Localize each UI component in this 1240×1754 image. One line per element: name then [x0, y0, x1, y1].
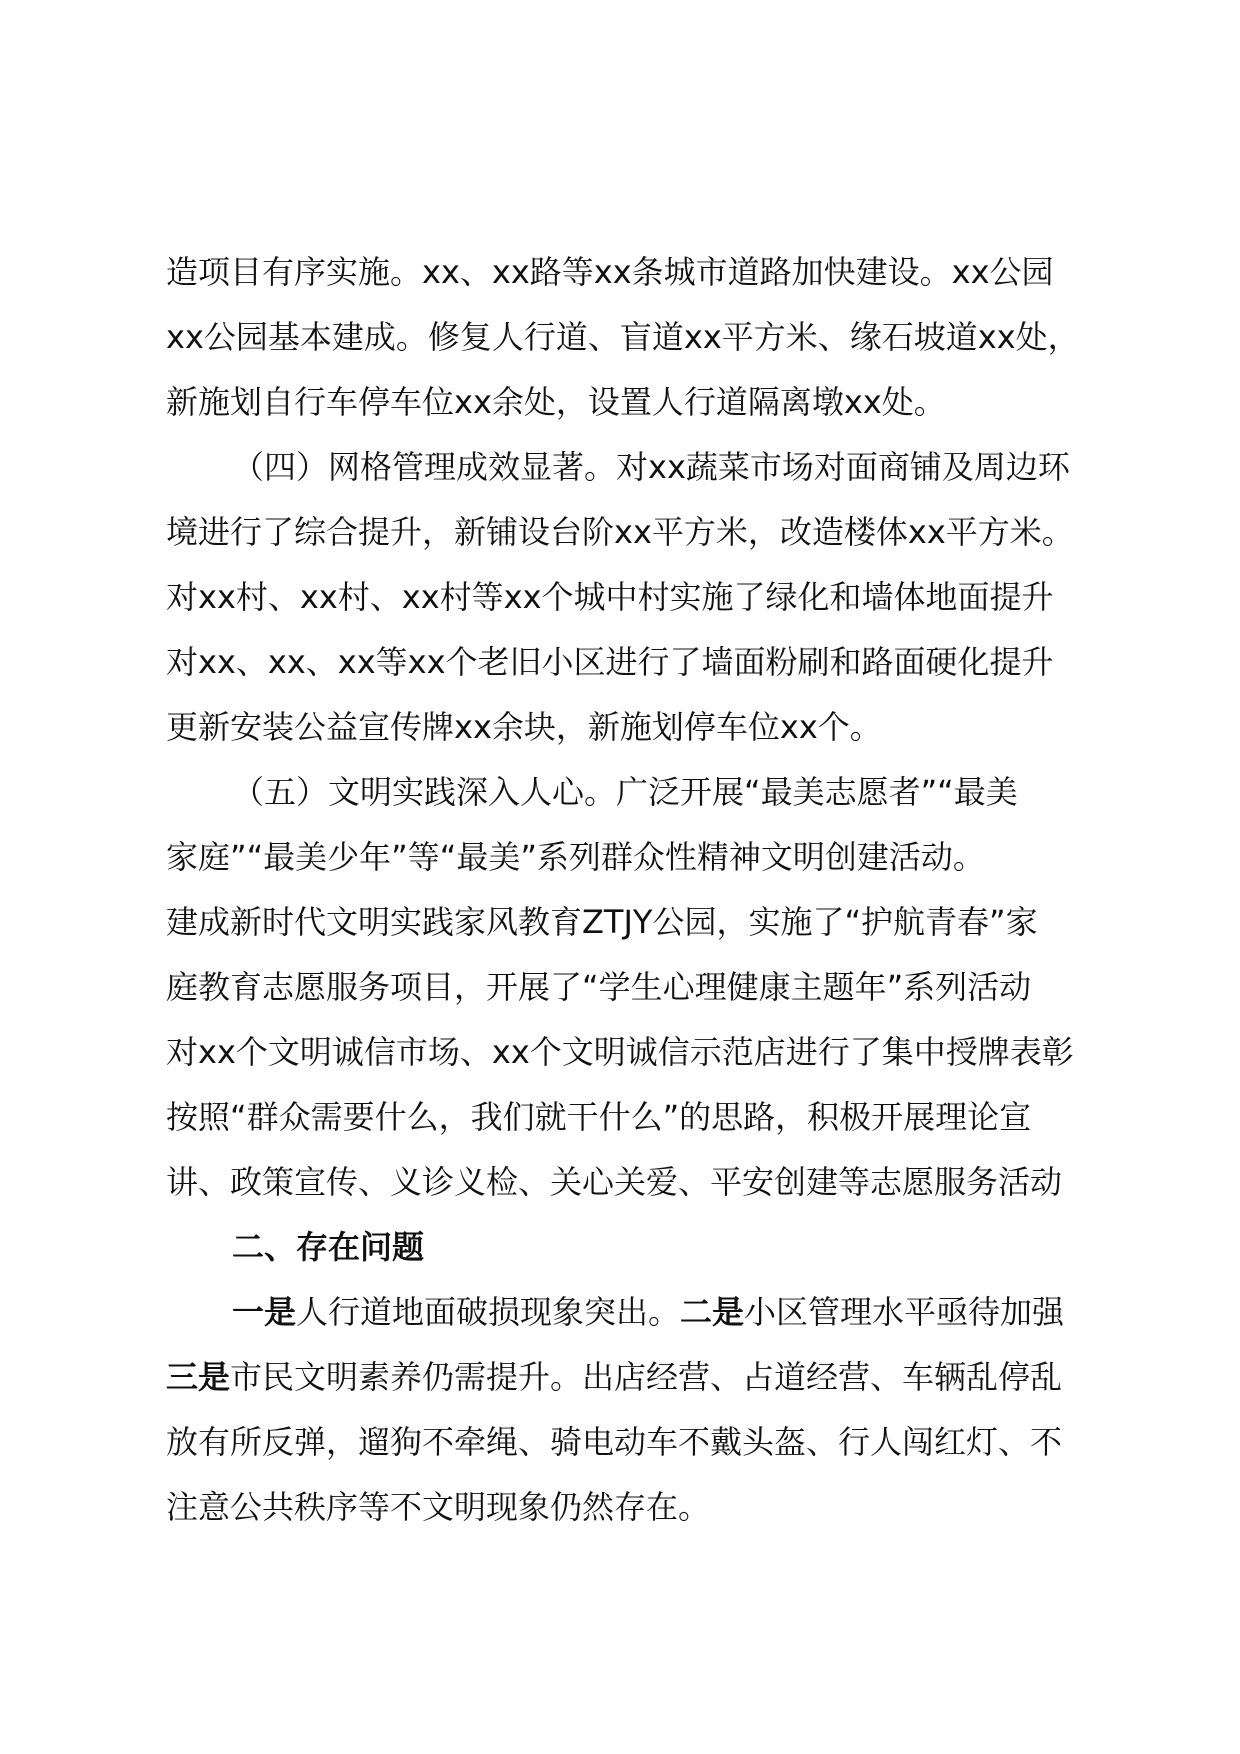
paragraph-line: 对xx个文明诚信市场、xx个文明诚信示范店进行了集中授牌表彰 — [166, 1033, 1074, 1071]
paragraph-line: 家庭”“最美少年”等“最美”系列群众性精神文明创建活动。 — [166, 838, 985, 876]
paragraph-line: （五）文明实践深入人心。广泛开展“最美志愿者”“最美 — [232, 773, 1018, 811]
document-body — [166, 240, 1126, 1540]
paragraph-line: 对xx、xx、xx等xx个老旧小区进行了墙面粉刷和路面硬化提升 — [166, 643, 1054, 681]
paragraph-line: 按照“群众需要什么，我们就干什么”的思路，积极开展理论宣 — [166, 1098, 1032, 1136]
problem-marker: 二是 — [680, 1293, 745, 1331]
paragraph-line: xx公园基本建成。修复人行道、盲道xx平方米、缘石坡道xx处， — [166, 318, 1080, 356]
paragraph-line: 新施划自行车停车位xx余处，设置人行道隔离墩xx处。 — [166, 383, 946, 421]
problem-text: 市民文明素养仍需提升。出店经营、占道经营、车辆乱停乱 — [230, 1358, 1063, 1396]
section-heading: 二、存在问题 — [232, 1228, 425, 1266]
problems-line-1 — [166, 1280, 1126, 1345]
paragraph-line: 对xx村、xx村、xx村等xx个城中村实施了绿化和墙体地面提升 — [166, 578, 1054, 616]
paragraph-line: （四）网格管理成效显著。对xx蔬菜市场对面商铺及周边环 — [232, 448, 1070, 486]
paragraph-line: 更新安装公益宣传牌xx余块，新施划停车位xx个。 — [166, 708, 882, 746]
problem-text: 人行道地面破损现象突出。 — [296, 1293, 681, 1331]
paragraph-line: 建成新时代文明实践家风教育ZTJY公园，实施了“护航青春”家 — [166, 903, 1038, 941]
problem-marker: 三是 — [166, 1358, 231, 1396]
paragraph-line: 放有所反弹，遛狗不牵绳、骑电动车不戴头盔、行人闯红灯、不 — [166, 1423, 1063, 1461]
paragraph-line: 注意公共秩序等不文明现象仍然存在。 — [166, 1488, 711, 1526]
problem-text: 小区管理水平亟待加强 — [744, 1293, 1065, 1331]
problems-line-2 — [166, 1345, 1126, 1410]
paragraph-line: 造项目有序实施。xx、xx路等xx条城市道路加快建设。xx公园 — [166, 253, 1054, 291]
paragraph-line: 庭教育志愿服务项目，开展了“学生心理健康主题年”系列活动 — [166, 968, 1032, 1006]
paragraph-line: 境进行了综合提升，新铺设台阶xx平方米，改造楼体xx平方米。 — [166, 513, 1074, 551]
paragraph-line: 讲、政策宣传、义诊义检、关心关爱、平安创建等志愿服务活动 — [166, 1163, 1063, 1201]
problem-marker: 一是 — [232, 1293, 297, 1331]
